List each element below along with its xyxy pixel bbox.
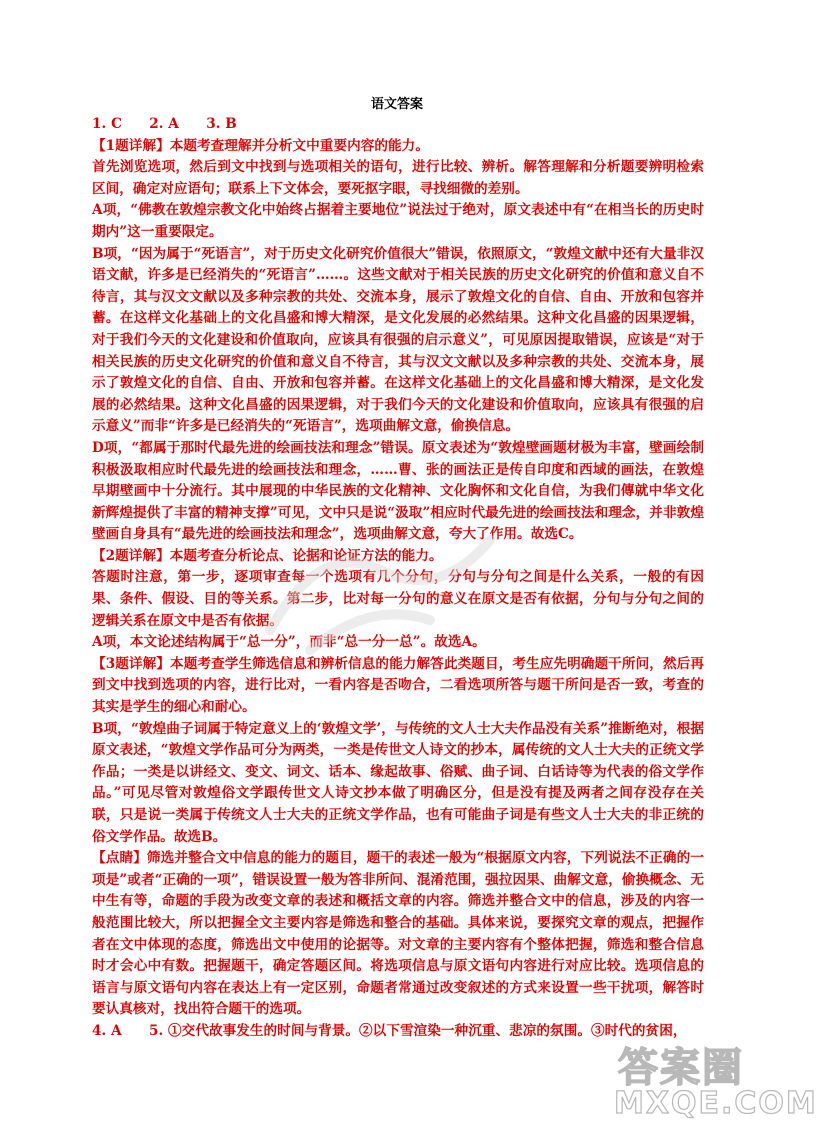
q2-heading: 【2题详解】本题考查分析论点、论据和论证方法的能力。	[92, 547, 443, 564]
q1-option-d: D项，“都属于那时代最先进的绘画技法和理念”错误。原文表述为“敦煌壁画题材极为丰富，壁画绘制积极汲取相应时代最先进的绘画技法和理念，……曹、张的画法正是传自印度和西域的画法，在敦煌早期壁画中十分流行。其中展现的中华民族的文化精神、文化胸怀和文化自信，为我们傳就中华文化新辉煌提供了丰富的精神支撑”可见，文中只是说“汲取”相应时代最先进的绘画技法和理念，并非敦煌壁画自身具有“最先进的绘画技法和理念”，选项曲解文意，夸大了作用。故选C。	[92, 439, 704, 543]
q1-option-a: A项，“佛教在敦煌宗教文化中始终占据着主要地位”说法过于绝对，原文表述中有“在相当长的历史时期内”这一重要限定。	[92, 202, 704, 240]
q3-heading: 【3题详解】本题考查学生筛选信息和辨析信息的能力解答此类题目，考生应先明确题干所问，然后再到文中找到选项的内容，进行比对，一看内容是否吻合，二看选项所答与题干所问是否一致，考查的其实是学生的细心和耐心。	[92, 655, 704, 716]
q2-option-a: A项，本文论述结构属于“总一分”，而非“总一分一总”。故选A。	[92, 634, 486, 651]
q2-method: 答题时注意，第一步，逐项审查每一个选项有几个分句，分句与分句之间是什么关系，一般的有因果、条件、假设、目的等关系。第二步，比对每一分句的意义在原文是否有依据，分句与分句之间的逻辑关系在原文中是否有依据。	[92, 569, 704, 629]
answer-line-1-3: 1. C 2. A 3. B	[92, 116, 237, 132]
answer-body	[92, 114, 704, 1043]
q1-method: 首先浏览选项，然后到文中找到与选项相关的语句，进行比较、辨析。解答理解和分析题要辨明检索区间，确定对应语句；联系上下文体会，要死抠字眼，寻找细微的差别。	[92, 159, 704, 197]
tip-paragraph: 【点睛】筛选并整合文中信息的能力的题目，题干的表述一般为“根据原文内容，下列说法不正确的一项是”或者“正确的一项”，错误设置一般为答非所问、混淆范围，强拉因果、曲解文意，偷换概念、无中生有等，命题的手段为改变文章的表述和概括文章的内容。筛选并整合文中的信息，涉及的内容一般范围比较大，所以把握全文主要内容是筛选和整合的基础。具体来说，要探究文章的观点，把握作者在文中体现的态度，筛选出文中使用的论据等。对文章的主要内容有个整体把握，筛选和整合信息时才会心中有数。把握题干，确定答题区间。将选项信息与原文语句内容进行对应比较。选项信息的语言与原文语句内容在表达上有一定区别，命题者常通过改变叙述的方式来设置一些干扰项，解答时要认真核对，找出符合题干的选项。	[92, 850, 704, 1018]
q1-heading: 【1题详解】本题考查理解并分析文中重要内容的能力。	[92, 137, 429, 154]
logo-en-text: MXQE.COM	[614, 1086, 818, 1121]
page-title: 语文答案	[370, 97, 423, 112]
q1-option-b: B项，“因为属于“死语言”，对于历史文化研究价值很大”错误，依照原文，“敦煌文献中还有大量非汉语文献，许多是已经消失的“死语言”……。这些文献对于相关民族的历史文化研究的价值和意义自不待言，其与汉文文献以及多种宗教的共处、交流本身，展示了敦煌文化的自信、自由、开放和包容并蓄。在这样文化基础上的文化昌盛和博大精深，是文化发展的必然结果。这种文化昌盛的因果逻辑，对于我们今天的文化建设和价值取向，应该具有很强的启示意义”，可见原因提取错误，应该是“对于相关民族的历史文化研究的价值和意义自不待言，其与汉文文献以及多种宗教的共处、交流本身，展示了敦煌文化的自信、自由、开放和包容并蓄。在这样文化基础上的文化昌盛和博大精深，是文化发展的必然结果。这种文化昌盛的因果逻辑，对于我们今天的文化建设和价值取向，应该具有很强的启示意义”而非“许多是已经消失的“死语言”，选项曲解文意，偷换信息。	[92, 245, 704, 435]
logo-cn-text: 答案圈	[618, 1045, 744, 1091]
watermark-logo	[612, 1034, 818, 1121]
q3-option-b: B项，“敦煌曲子词属于特定意义上的‘敦煌文学’，与传统的文人士大夫作品没有关系”推断绝对，根据原文表述，“敦煌文学作品可分为两类，一类是传世文人诗文的抄本，属传统的文人士大夫的正统文学作品；一类是以讲经文、变文、词文、话本、缘起故事、俗赋、曲子词、白话诗等为代表的俗文学作品。”可见尽管对敦煌俗文学跟传世文人诗文抄本做了明确区分，但是没有提及两者之间存没存在关联，只是说一类属于传统文人士大夫的正统文学作品，也有可能曲子词是有些文人士大夫的非正统的俗文学作品。故选B。	[92, 720, 704, 845]
logo-cn-block	[612, 1034, 788, 1091]
answer-line-4-5: 4. A 5. ①交代故事发生的时间与背景。②以下雪渲染一种沉重、悲凉的氛围。③时代的贫困，	[92, 1022, 687, 1039]
